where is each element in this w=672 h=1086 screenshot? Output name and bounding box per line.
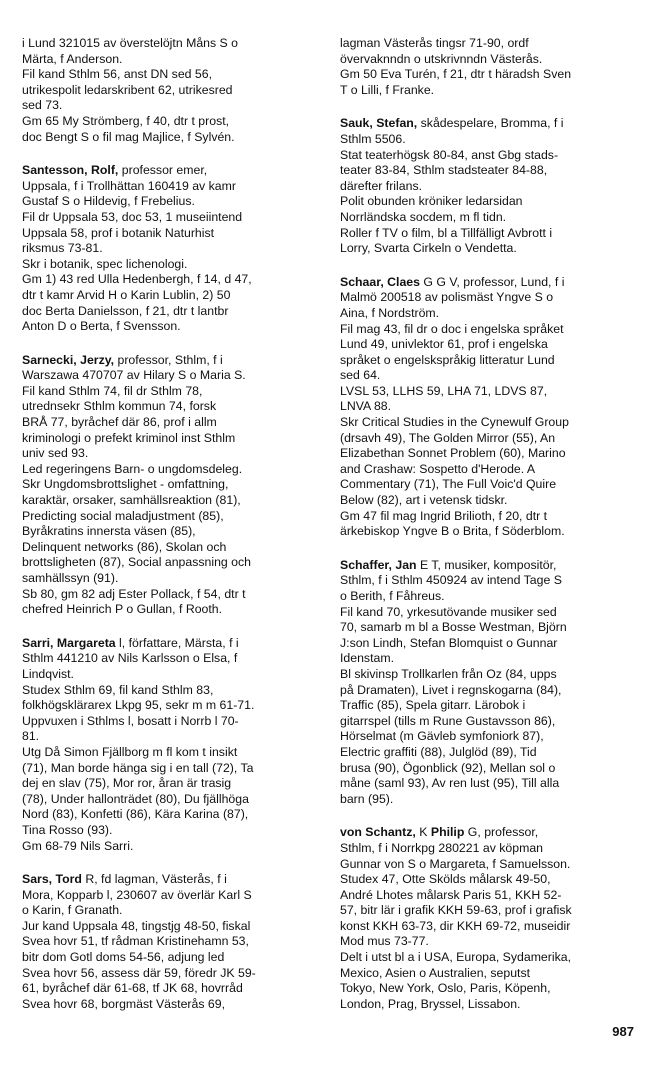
entry-text: Skr Ungdomsbrottslighet - omfattning, bbox=[22, 477, 229, 492]
entry-line bbox=[340, 368, 640, 384]
entry-line bbox=[22, 67, 322, 83]
entry-text: kriminologi o prefekt kriminol inst Sthlm bbox=[22, 430, 236, 445]
entry-text: Fil mag 43, fil dr o doc i engelska språket bbox=[340, 321, 564, 336]
entry-text: Polit obunden kröniker ledarsidan bbox=[340, 194, 523, 209]
entry-name: Sauk, Stefan, bbox=[340, 116, 418, 131]
entry-line bbox=[22, 950, 322, 966]
entry-text: Utg Då Simon Fjällborg m fl kom t insikt bbox=[22, 744, 238, 759]
entry-line bbox=[340, 52, 640, 68]
entry-text: Fil kand Sthlm 74, fil dr Sthlm 78, bbox=[22, 383, 203, 398]
entry-text: LNVA 88. bbox=[340, 399, 392, 414]
entry-line bbox=[22, 98, 322, 114]
entry-line bbox=[22, 934, 322, 950]
entry-text: o Berith, f Fåhreus. bbox=[340, 589, 445, 603]
entry-line bbox=[340, 322, 640, 338]
entry-text: Lund 49, univlektor 61, prof i engelska bbox=[340, 337, 548, 352]
page-number: 987 bbox=[612, 1024, 634, 1039]
entry-line bbox=[22, 226, 322, 242]
entry-line bbox=[22, 903, 322, 919]
entry-line bbox=[340, 857, 640, 873]
entry-text: Warszawa 470707 av Hilary S o Maria S. bbox=[22, 368, 246, 383]
entry-line bbox=[22, 571, 322, 587]
entry-line bbox=[22, 384, 322, 400]
entry-text: André Lhotes målarsk Paris 51, KKH 52- bbox=[340, 887, 562, 902]
entry-text: Malmö 200518 av polismäst Yngve S o bbox=[340, 290, 554, 305]
entry-text: Uppsala 58, prof i botanik Naturhist bbox=[22, 225, 215, 240]
entry-text: Fil kand Sthlm 56, anst DN sed 56, bbox=[22, 67, 213, 82]
entry-line bbox=[22, 368, 322, 384]
entry-name: Philip bbox=[430, 825, 465, 840]
entry-line bbox=[340, 337, 640, 353]
entry-line bbox=[22, 257, 322, 273]
entry-line bbox=[22, 163, 322, 179]
entry-text: bitr dom Gotl doms 54-56, adjung led bbox=[22, 950, 225, 965]
entry-line bbox=[340, 241, 640, 257]
entry-text: Mora, Kopparb l, 230607 av överlär Karl S bbox=[22, 887, 252, 902]
entry-text: Roller f TV o film, bl a Tillfälligt Avbrott i bbox=[340, 225, 553, 240]
entry-text: Skr i botanik, spec lichenologi. bbox=[22, 256, 188, 271]
entry-text: dtr t kamr Arvid H o Karin Lublin, 2) 50 bbox=[22, 287, 231, 302]
entry-text: Aina, f Nordström. bbox=[340, 305, 440, 320]
entry-line bbox=[340, 573, 640, 589]
biography-entry bbox=[340, 825, 640, 1012]
entry-text: språket o engelskspråkig litteratur Lund bbox=[340, 352, 555, 367]
entry-text: barn (95). bbox=[340, 791, 394, 806]
entry-text: teater 83-84, Sthlm stadsteater 84-88, bbox=[340, 163, 548, 178]
entry-text: Lindqvist. bbox=[22, 666, 74, 681]
entry-text: Byråkratins innersta väsen (85), bbox=[22, 524, 196, 539]
entry-line bbox=[340, 399, 640, 415]
entry-text: Sthlm, f i Norrkpg 280221 av köpman bbox=[340, 840, 544, 855]
entry-text: Norrländska socdem, m fl tidn. bbox=[340, 209, 507, 224]
entry-line bbox=[22, 540, 322, 556]
entry-line bbox=[340, 306, 640, 322]
entry-text: Gm 68-79 Nils Sarri. bbox=[22, 838, 134, 853]
entry-text: J:son Lindh, Stefan Blomquist o Gunnar bbox=[340, 635, 558, 650]
entry-line bbox=[22, 524, 322, 540]
biography-entry bbox=[340, 116, 640, 256]
entry-line bbox=[22, 683, 322, 699]
entry-line bbox=[22, 509, 322, 525]
biography-entry bbox=[22, 353, 322, 618]
entry-line bbox=[340, 651, 640, 667]
entry-line bbox=[22, 555, 322, 571]
entry-name: Sarri, Margareta bbox=[22, 635, 116, 650]
entry-text: i Lund 321015 av överstelöjtn Måns S o bbox=[22, 36, 239, 50]
entry-text: Delinquent networks (86), Skolan och bbox=[22, 539, 227, 554]
entry-text: samhällssyn (91). bbox=[22, 571, 119, 585]
entry-line bbox=[340, 997, 640, 1013]
entry-name: Schaffer, Jan bbox=[340, 557, 417, 572]
entry-line bbox=[340, 589, 640, 605]
entry-text: 61, byråchef där 61-68, tf JK 68, hovrråd bbox=[22, 981, 243, 996]
entry-text: Lorry, Svarta Cirkeln o Vendetta. bbox=[340, 241, 517, 256]
entry-text: sed 73. bbox=[22, 98, 63, 113]
entry-text: London, Prag, Bryssel, Lissabon. bbox=[340, 996, 521, 1011]
entry-text: på Dramaten), Livet i regnskogarna (84), bbox=[340, 682, 562, 697]
entry-line bbox=[22, 729, 322, 745]
entry-text: doc Bengt S o fil mag Majlice, f Sylvén. bbox=[22, 129, 235, 144]
entry-text: G G V, professor, Lund, f i bbox=[419, 274, 565, 289]
entry-text: utrednsekr Sthlm kommun 74, forsk bbox=[22, 399, 217, 414]
entry-text: 81. bbox=[22, 729, 40, 744]
entry-text: R, fd lagman, Västerås, f i bbox=[81, 872, 227, 887]
entry-text: Commentary (71), The Full Voic'd Quire bbox=[340, 477, 557, 492]
entry-line bbox=[340, 888, 640, 904]
entry-text: Fil dr Uppsala 53, doc 53, 1 museiintend bbox=[22, 209, 243, 224]
entry-text: Gm 65 My Strömberg, f 40, dtr t prost, bbox=[22, 113, 230, 128]
entry-text: Gm 50 Eva Turén, f 21, dtr t häradsh Sven bbox=[340, 67, 572, 82]
entry-line bbox=[340, 620, 640, 636]
entry-text: K bbox=[415, 825, 431, 840]
entry-text: Led regeringens Barn- o ungdomsdeleg. bbox=[22, 461, 243, 476]
entry-line bbox=[340, 683, 640, 699]
entry-line bbox=[340, 275, 640, 291]
entry-text: Below (82), art i vetensk tidskr. bbox=[340, 493, 508, 508]
entry-line bbox=[22, 304, 322, 320]
entry-text: LVSL 53, LLHS 59, LHA 71, LDVS 87, bbox=[340, 383, 548, 398]
entry-text: professor emer, bbox=[118, 163, 208, 178]
entry-text: Bl skivinsp Trollkarlen från Oz (84, upps bbox=[340, 666, 557, 681]
entry-line bbox=[340, 558, 640, 574]
entry-text: Electric graffiti (88), Julglöd (89), Tid bbox=[340, 744, 537, 759]
entry-line bbox=[22, 587, 322, 603]
entry-text: folkhögsklärarex Lkpg 95, sekr m m 61-71. bbox=[22, 698, 255, 713]
entry-line bbox=[22, 667, 322, 683]
entry-line bbox=[22, 792, 322, 808]
entry-text: Gm 47 fil mag Ingrid Brilioth, f 20, dtr t bbox=[340, 508, 548, 523]
entry-text: (drsavh 49), The Golden Mirror (55), An bbox=[340, 430, 556, 445]
entry-line bbox=[22, 761, 322, 777]
entry-text: Elizabethan Sonnet Problem (60), Marino bbox=[340, 446, 566, 461]
entry-text: karaktär, orsaker, samhällsreaktion (81), bbox=[22, 493, 241, 508]
entry-line bbox=[22, 446, 322, 462]
entry-line bbox=[22, 288, 322, 304]
entry-line bbox=[22, 602, 322, 618]
entry-line bbox=[22, 52, 322, 68]
entry-line bbox=[22, 83, 322, 99]
entry-line bbox=[22, 36, 322, 52]
entry-line bbox=[340, 415, 640, 431]
entry-text: därefter frilans. bbox=[340, 178, 423, 193]
entry-line bbox=[22, 114, 322, 130]
entry-text: Studex 47, Otte Skölds målarsk 49-50, bbox=[340, 872, 551, 887]
entry-text: univ sed 93. bbox=[22, 446, 89, 461]
entry-text: Gm 1) 43 red Ulla Hedenbergh, f 14, d 47, bbox=[22, 272, 252, 287]
entry-name: Santesson, Rolf, bbox=[22, 163, 119, 178]
entry-text: Uppvuxen i Sthlms l, bosatt i Norrb l 70- bbox=[22, 713, 239, 728]
entry-line bbox=[340, 872, 640, 888]
entry-line bbox=[22, 194, 322, 210]
entry-text: Nord (83), Konfetti (86), Kära Karina (87), bbox=[22, 807, 249, 822]
entry-text: Fil kand 70, yrkesutövande musiker sed bbox=[340, 604, 557, 619]
entry-line bbox=[22, 997, 322, 1013]
entry-text: Studex Sthlm 69, fil kand Sthlm 83, bbox=[22, 682, 214, 697]
entry-line bbox=[340, 353, 640, 369]
entry-line bbox=[340, 903, 640, 919]
entry-text: Stat teaterhögsk 80-84, anst Gbg stads- bbox=[340, 147, 559, 162]
right-column bbox=[340, 36, 640, 1030]
entry-line bbox=[340, 462, 640, 478]
entry-text: Predicting social maladjustment (85), bbox=[22, 508, 224, 523]
entry-line bbox=[22, 823, 322, 839]
entry-line bbox=[22, 714, 322, 730]
entry-line bbox=[340, 36, 640, 52]
entry-text: Sthlm 5506. bbox=[340, 131, 406, 146]
entry-line bbox=[340, 605, 640, 621]
entry-text: Sthlm, f i Sthlm 450924 av intend Tage S bbox=[340, 573, 562, 588]
entry-text: Tina Rosso (93). bbox=[22, 822, 113, 837]
entry-line bbox=[340, 384, 640, 400]
entry-line bbox=[22, 477, 322, 493]
entry-line bbox=[22, 319, 322, 335]
entry-line bbox=[340, 636, 640, 652]
entry-line bbox=[22, 981, 322, 997]
entry-text: BRÅ 77, byråchef där 86, prof i allm bbox=[22, 415, 217, 430]
entry-line bbox=[22, 919, 322, 935]
entry-text: Jur kand Uppsala 48, tingstjg 48-50, fiskal bbox=[22, 918, 251, 933]
entry-line bbox=[340, 148, 640, 164]
entry-text: gitarrspel (tills m Rune Gustavsson 86), bbox=[340, 713, 556, 728]
entry-text: professor, Sthlm, f i bbox=[114, 352, 223, 367]
entry-line bbox=[22, 210, 322, 226]
entry-line bbox=[340, 509, 640, 525]
entry-line bbox=[22, 130, 322, 146]
entry-line bbox=[22, 745, 322, 761]
entry-line bbox=[340, 67, 640, 83]
entry-text: Hörselmat (m Gävleb symfoniork 87), bbox=[340, 729, 544, 744]
entry-text: utrikespolit ledarskribent 62, utrikesred bbox=[22, 82, 233, 97]
entry-text: skådespelare, Bromma, f i bbox=[417, 116, 564, 131]
entry-line bbox=[22, 872, 322, 888]
entry-name: von Schantz, bbox=[340, 825, 416, 840]
entry-line bbox=[22, 888, 322, 904]
entry-text: konst KKH 63-73, dir KKH 69-72, museidir bbox=[340, 918, 571, 933]
entry-text: Skr Critical Studies in the Cynewulf Group bbox=[340, 415, 569, 430]
entry-text: övervaknndn o utskrivnndn Västerås. bbox=[340, 51, 543, 66]
entry-line bbox=[340, 761, 640, 777]
entry-text: Uppsala, f i Trollhättan 160419 av kamr bbox=[22, 178, 236, 193]
entry-text: Svea hovr 56, assess där 59, föredr JK 59- bbox=[22, 965, 256, 980]
entry-text: Delt i utst bl a i USA, Europa, Sydamerika, bbox=[340, 950, 572, 965]
entry-text: 70, samarb m bl a Bosse Westman, Björn bbox=[340, 620, 567, 635]
entry-line bbox=[340, 981, 640, 997]
entry-text: Märta, f Anderson. bbox=[22, 51, 123, 66]
entry-line bbox=[22, 353, 322, 369]
entry-text: (71), Man borde hänga sig i en tall (72), Ta bbox=[22, 760, 254, 775]
entry-text: sed 64. bbox=[340, 368, 381, 383]
entry-line bbox=[340, 745, 640, 761]
entry-text: Svea hovr 68, borgmäst Västerås 69, bbox=[22, 996, 226, 1011]
entry-text: Traffic (85), Spela gitarr. Lärobok i bbox=[340, 698, 526, 713]
entry-name: Sarnecki, Jerzy, bbox=[22, 352, 115, 367]
entry-line bbox=[22, 272, 322, 288]
biography-entry bbox=[22, 163, 322, 335]
entry-line bbox=[340, 792, 640, 808]
entry-line bbox=[22, 636, 322, 652]
entry-line bbox=[22, 651, 322, 667]
biography-entry bbox=[22, 636, 322, 854]
entry-line bbox=[22, 431, 322, 447]
entry-line bbox=[340, 950, 640, 966]
entry-text: Gunnar von S o Margareta, f Samuelsson. bbox=[340, 856, 571, 871]
entry-text: (78), Under hallonträdet (80), Du fjällhöga bbox=[22, 791, 249, 806]
entry-line bbox=[340, 132, 640, 148]
entry-text: måne (saml 93), Av ren lust (95), Till alla bbox=[340, 776, 560, 791]
entry-text: brottsligheten (87), Social anpassning och bbox=[22, 555, 251, 570]
entry-line bbox=[340, 714, 640, 730]
entry-line bbox=[340, 210, 640, 226]
entry-line bbox=[340, 825, 640, 841]
entry-line bbox=[340, 698, 640, 714]
biography-entry bbox=[340, 558, 640, 808]
entry-line bbox=[22, 839, 322, 855]
entry-line bbox=[22, 415, 322, 431]
entry-line bbox=[22, 966, 322, 982]
entry-text: 57, bitr lär i grafik KKH 59-63, prof i grafisk bbox=[340, 903, 572, 918]
entry-text: Anton D o Berta, f Svensson. bbox=[22, 319, 181, 334]
entry-text: Idenstam. bbox=[340, 651, 394, 666]
biography-entry bbox=[22, 36, 322, 145]
entry-text: o Karin, f Granath. bbox=[22, 903, 123, 918]
entry-text: doc Berta Danielsson, f 21, dtr t lantbr bbox=[22, 303, 229, 318]
entry-line bbox=[340, 163, 640, 179]
entry-line bbox=[340, 290, 640, 306]
biography-entry bbox=[340, 36, 640, 98]
entry-line bbox=[22, 399, 322, 415]
entry-line bbox=[340, 116, 640, 132]
entry-line bbox=[340, 477, 640, 493]
entry-line bbox=[340, 919, 640, 935]
entry-text: Mexico, Asien o Australien, seputst bbox=[340, 965, 531, 980]
entry-text: G, professor, bbox=[464, 825, 539, 840]
entry-text: Mod mus 73-77. bbox=[340, 934, 429, 949]
entry-name: Sars, Tord bbox=[22, 872, 82, 887]
entry-line bbox=[340, 934, 640, 950]
entry-line bbox=[22, 493, 322, 509]
entry-line bbox=[340, 841, 640, 857]
entry-text: brusa (90), Ögonblick (92), Mellan sol o bbox=[340, 760, 556, 775]
biography-entry bbox=[22, 872, 322, 1012]
entry-text: dej en slav (75), Mor ror, åran är trasig bbox=[22, 776, 232, 791]
entry-line bbox=[22, 241, 322, 257]
entry-text: riksmus 73-81. bbox=[22, 241, 103, 256]
entry-line bbox=[340, 966, 640, 982]
entry-text: Gustaf S o Hildevig, f Frebelius. bbox=[22, 194, 195, 209]
entry-text: Tokyo, New York, Oslo, Paris, Köpenh, bbox=[340, 981, 551, 996]
entry-text: lagman Västerås tingsr 71-90, ordf bbox=[340, 36, 529, 50]
entry-text: Svea hovr 51, tf rådman Kristinehamn 53, bbox=[22, 934, 249, 949]
entry-line bbox=[22, 698, 322, 714]
entry-text: l, författare, Märsta, f i bbox=[115, 635, 239, 650]
entry-text: ärkebiskop Yngve B o Brita, f Söderblom. bbox=[340, 524, 565, 539]
entry-line bbox=[22, 462, 322, 478]
entry-line bbox=[340, 431, 640, 447]
entry-line bbox=[22, 807, 322, 823]
entry-text: chefred Heinrich P o Gullan, f Rooth. bbox=[22, 602, 223, 617]
entry-line bbox=[340, 729, 640, 745]
entry-text: Sthlm 441210 av Nils Karlsson o Elsa, f bbox=[22, 651, 238, 666]
entry-line bbox=[340, 446, 640, 462]
entry-name: Schaar, Claes bbox=[340, 274, 420, 289]
entry-line bbox=[22, 179, 322, 195]
entry-line bbox=[22, 776, 322, 792]
biography-entry bbox=[340, 275, 640, 540]
entry-line bbox=[340, 493, 640, 509]
entry-text: E T, musiker, kompositör, bbox=[416, 557, 557, 572]
left-column bbox=[22, 36, 322, 1030]
entry-line bbox=[340, 226, 640, 242]
entry-text: T o Lilli, f Franke. bbox=[340, 82, 435, 97]
entry-text: and Crashaw: Sospetto d'Herode. A bbox=[340, 461, 536, 476]
entry-text: Sb 80, gm 82 adj Ester Pollack, f 54, dtr t bbox=[22, 586, 246, 601]
entry-line bbox=[340, 194, 640, 210]
entry-line bbox=[340, 776, 640, 792]
entry-line bbox=[340, 83, 640, 99]
entry-line bbox=[340, 667, 640, 683]
entry-line bbox=[340, 179, 640, 195]
entry-line bbox=[340, 524, 640, 540]
